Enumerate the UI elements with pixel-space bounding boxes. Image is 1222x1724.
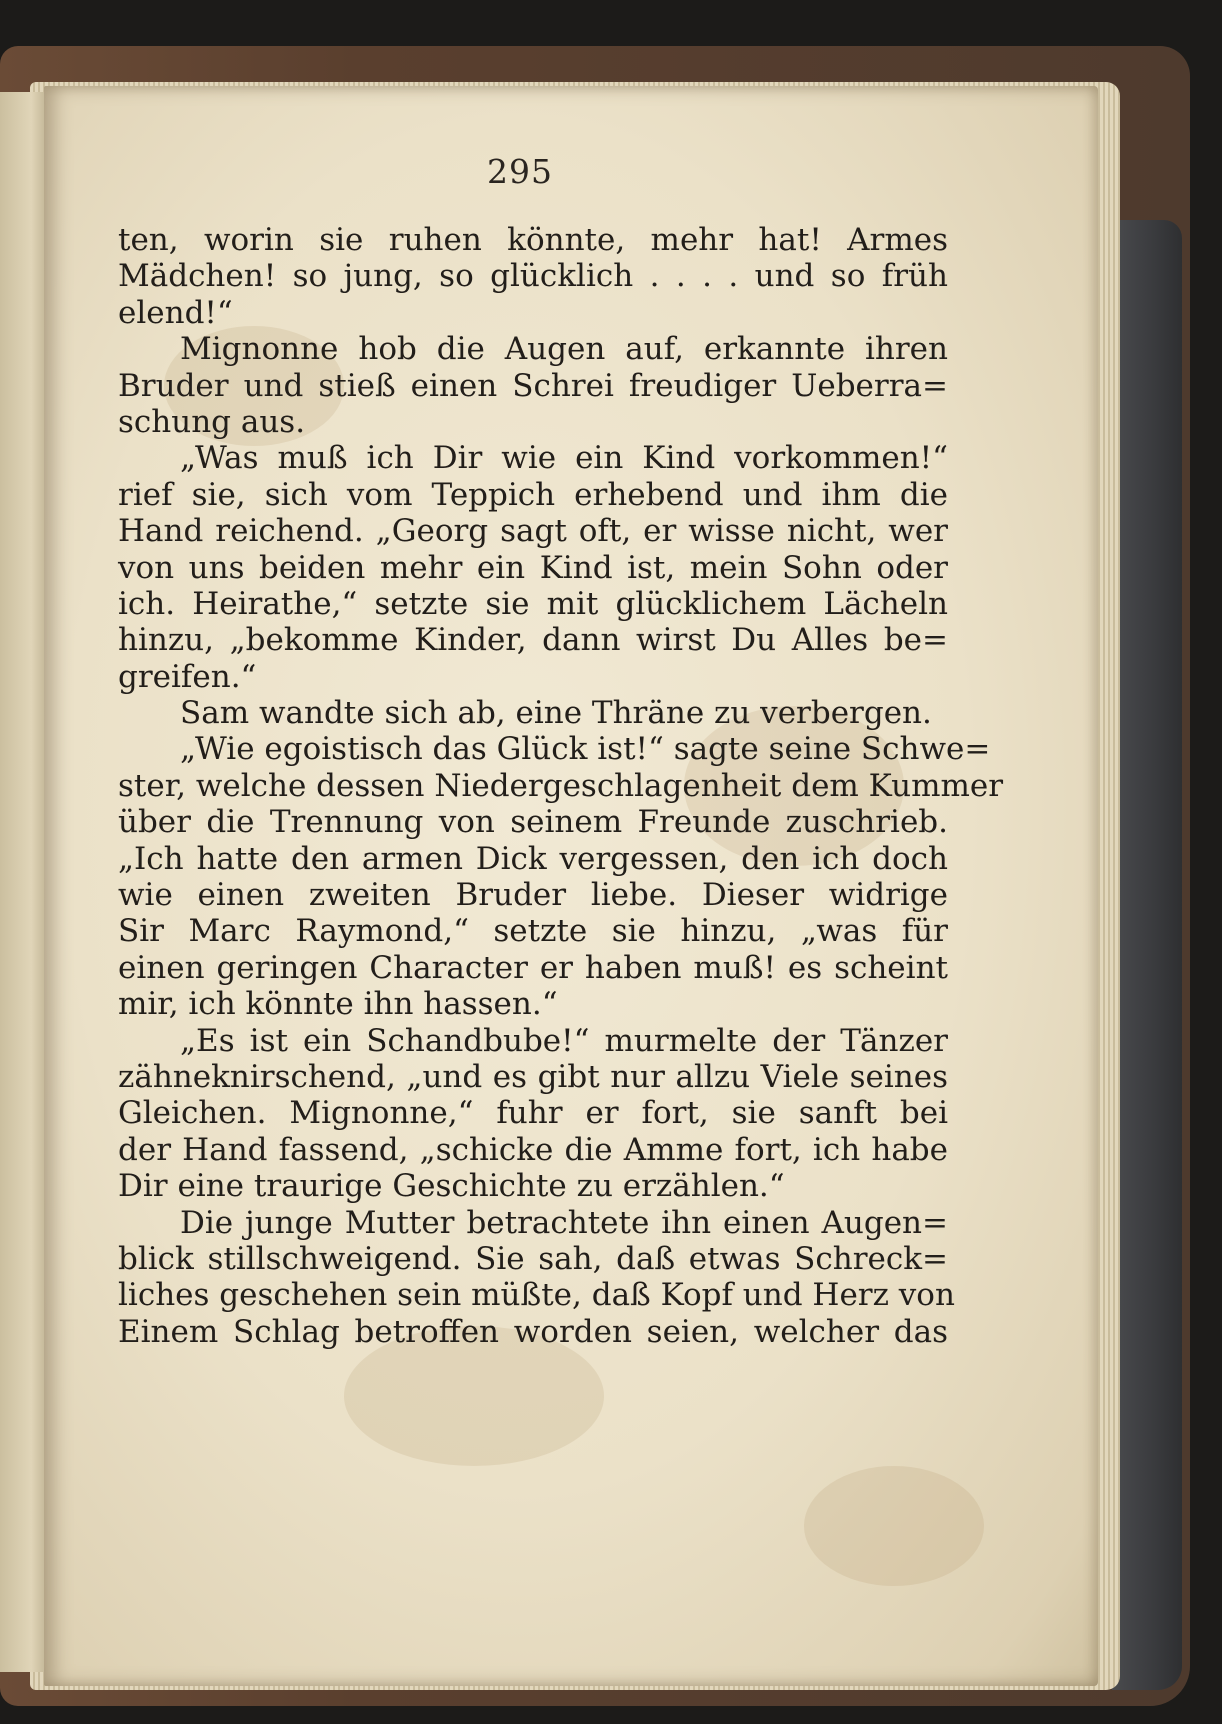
text-line: Mädchen! so jung, so glücklich . . . . und so früh bbox=[118, 258, 948, 295]
text-line: mir, ich könnte ihn hassen.“ bbox=[118, 986, 558, 1023]
book-cover-spine-edge bbox=[1112, 220, 1182, 1690]
text-line: ich. Heirathe,“ setzte sie mit glücklichem Lächeln bbox=[118, 585, 948, 622]
text-line: Dir eine traurige Geschichte zu erzählen.“ bbox=[118, 1168, 785, 1205]
text-line: greifen.“ bbox=[118, 658, 257, 695]
text-line: Die junge Mutter betrachtete ihn einen Augen= bbox=[180, 1204, 948, 1241]
text-line: wie einen zweiten Bruder liebe. Dieser widrige bbox=[118, 877, 948, 914]
text-line: hinzu, „bekomme Kinder, dann wirst Du Alles be= bbox=[118, 622, 948, 659]
paper-stain bbox=[804, 1466, 984, 1586]
page-number: 295 bbox=[487, 152, 553, 191]
text-line: rief sie, sich vom Teppich erhebend und ihm die bbox=[118, 476, 948, 513]
text-line: ten, worin sie ruhen könnte, mehr hat! Armes bbox=[118, 222, 948, 258]
text-line: einen geringen Character er haben muß! es scheint bbox=[118, 949, 948, 986]
text-line: Hand reichend. „Georg sagt oft, er wisse nicht, wer bbox=[118, 513, 948, 550]
text-line: der Hand fassend, „schicke die Amme fort, ich habe bbox=[118, 1131, 948, 1168]
text-line: „Ich hatte den armen Dick vergessen, den ich doch bbox=[118, 840, 948, 877]
text-line: Sam wandte sich ab, eine Thräne zu verbergen. bbox=[180, 695, 932, 732]
text-line: blick stillschweigend. Sie sah, daß etwas Schreck= bbox=[118, 1240, 948, 1277]
text-line: schung aus. bbox=[118, 403, 306, 440]
page-text bbox=[118, 222, 1004, 1350]
text-line: „Was muß ich Dir wie ein Kind vorkommen!“ bbox=[180, 440, 948, 477]
text-line: „Wie egoistisch das Glück ist!“ sagte seine Schwe= bbox=[180, 731, 991, 768]
text-line: zähneknirschend, „und es gibt nur allzu Viele seines bbox=[118, 1058, 948, 1095]
text-line: liches geschehen sein müßte, daß Kopf und Herz von bbox=[118, 1277, 955, 1314]
text-line: ster, welche dessen Niedergeschlagenheit dem Kummer bbox=[118, 767, 1004, 804]
text-line: Sir Marc Raymond,“ setzte sie hinzu, „was für bbox=[118, 913, 948, 950]
text-line: Gleichen. Mignonne,“ fuhr er fort, sie sanft bei bbox=[118, 1095, 948, 1132]
text-line: elend!“ bbox=[118, 294, 233, 331]
text-line: Bruder und stieß einen Schrei freudiger Ueberra= bbox=[118, 367, 948, 404]
text-line: von uns beiden mehr ein Kind ist, mein Sohn oder bbox=[118, 549, 948, 586]
text-line: Einem Schlag betroffen worden seien, welcher das bbox=[118, 1313, 948, 1350]
text-line: Mignonne hob die Augen auf, erkannte ihren bbox=[180, 331, 948, 368]
text-line: über die Trennung von seinem Freunde zuschrieb. bbox=[118, 804, 948, 841]
text-line: „Es ist ein Schandbube!“ murmelte der Tänzer bbox=[180, 1022, 948, 1059]
